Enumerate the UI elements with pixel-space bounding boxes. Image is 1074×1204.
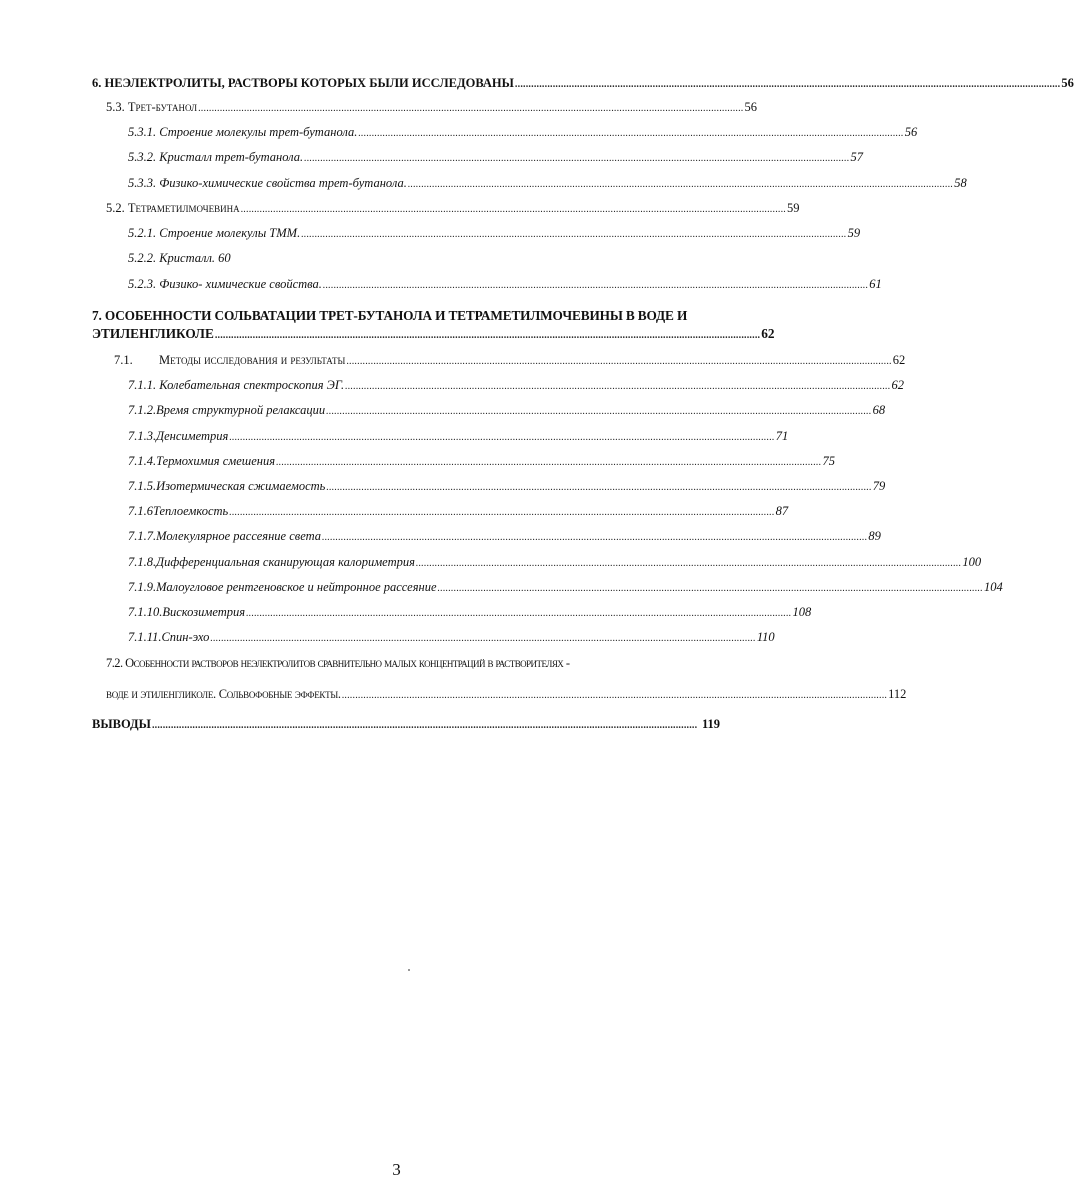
toc-entry-page: 59	[847, 226, 861, 240]
dot-leader: ..........................................................................................................................................................................................................	[198, 103, 744, 114]
dot-leader: ..........................................................................................................................................................................................................	[301, 229, 847, 240]
dot-leader: ..........................................................................................................................................................................................................	[358, 128, 904, 139]
dot-leader: ..........................................................................................................................................................................................................	[407, 179, 954, 190]
dot-leader: ..........................................................................................................................................................................................................	[341, 690, 888, 701]
dot-leader: ..........................................................................................................................................................................................................	[240, 204, 786, 215]
toc-entry-page: 59	[787, 201, 800, 215]
dot-leader: ..........................................................................................................................................................................................................	[210, 633, 756, 644]
toc-entry-title: 5.2.1. Строение молекулы ТММ.	[128, 226, 301, 240]
toc-entry-5-2-2[interactable]	[128, 250, 720, 266]
toc-entry-page: 79	[872, 479, 886, 493]
toc-entry-7-1-8[interactable]	[128, 554, 982, 572]
scan-speck	[408, 969, 410, 971]
toc-entry-5-2-3[interactable]	[128, 276, 882, 294]
dot-leader: ..........................................................................................................................................................................................................	[346, 356, 892, 367]
dot-leader: ..........................................................................................................................................................................................................	[322, 532, 868, 543]
toc-entry-7-1-4[interactable]	[128, 453, 835, 471]
toc-entry-5-3-2[interactable]	[128, 149, 864, 167]
toc-entry-page: 58	[954, 176, 967, 190]
toc-entry-page: 119	[701, 717, 720, 731]
toc-entry-title: 5.2.2. Кристалл. 60	[128, 251, 231, 265]
toc-entry-7-1-6[interactable]	[128, 503, 789, 521]
toc-entry-section-6[interactable]	[92, 75, 1074, 93]
toc-entry-title: 5.3.2. Кристалл трет-бутанола.	[128, 150, 304, 164]
toc-entry-7-1-10[interactable]	[128, 604, 812, 622]
toc-entry-page: 75	[822, 454, 835, 468]
toc-entry-title: Методы исследования и результаты	[159, 353, 346, 367]
toc-entry-line2	[106, 686, 907, 704]
toc-entry-number: 7.1.6	[128, 504, 153, 518]
dot-leader: ..........................................................................................................................................................................................................	[326, 406, 872, 417]
toc-entry-page: 87	[775, 504, 789, 518]
toc-entry-title: Время структурной релаксации	[156, 403, 326, 417]
toc-entry-page: 61	[869, 277, 882, 291]
toc-entry-page: 62	[892, 353, 906, 367]
toc-entry-number: 7.1.11.	[128, 630, 162, 644]
dot-leader: ..........................................................................................................................................................................................................	[345, 381, 891, 392]
toc-entry-conclusions[interactable]	[92, 716, 720, 734]
toc-entry-5-3[interactable]	[106, 99, 758, 117]
toc-entry-line2	[92, 326, 775, 344]
toc-entry-number: 7.1.	[114, 353, 133, 367]
toc-entry-7-1-11[interactable]	[128, 629, 775, 647]
toc-entry-page: 108	[792, 605, 812, 619]
toc-entry-page: 56	[904, 125, 918, 139]
dot-leader: ..........................................................................................................................................................................................................	[304, 153, 850, 164]
dot-leader: ..........................................................................................................................................................................................................	[326, 482, 872, 493]
toc-entry-title: Дифференциальная сканирующая калориметрия	[156, 555, 415, 569]
toc-entry-page: 68	[872, 403, 886, 417]
dot-leader: ..........................................................................................................................................................................................................	[276, 457, 822, 468]
toc-entry-5-2[interactable]	[106, 200, 800, 218]
toc-entry-number: 7.1.10.	[128, 605, 163, 619]
toc-entry-title: 5.3.1. Строение молекулы трет-бутанола.	[128, 125, 358, 139]
toc-entry-page: 89	[868, 529, 881, 543]
dot-leader: ..........................................................................................................................................................................................................	[514, 79, 1061, 90]
toc-entry-5-3-1[interactable]	[128, 124, 918, 142]
toc-entry-title: Термохимия смешения	[156, 454, 276, 468]
page-number: 3	[392, 1160, 401, 1179]
toc-entry-page: 62	[761, 326, 775, 341]
toc-entry-number: 7.1.2.	[128, 403, 157, 417]
toc-entry-title-line2: воде и этиленгликоле. Сольвофобные эффекты.	[106, 687, 341, 701]
toc-entry-number: 7.1.4.	[128, 454, 157, 468]
toc-entry-page: 56	[744, 100, 758, 114]
toc-entry-title: 5.3.3. Физико-химические свойства трет-бутанола.	[128, 176, 407, 190]
toc-entry-title: 5.2. Тетраметилмочевина	[106, 201, 240, 215]
toc-entry-page: 56	[1061, 76, 1074, 90]
toc-entry-7-1-2[interactable]	[128, 402, 886, 420]
toc-entry-page: 112	[888, 687, 907, 701]
toc-entry-title: Спин-эхо	[161, 630, 210, 644]
toc-entry-5-3-3[interactable]	[128, 175, 967, 193]
toc-entry-7-1[interactable]	[114, 352, 906, 370]
toc-entry-7-2[interactable]	[106, 655, 907, 701]
toc-entry-title: Теплоемкость	[153, 504, 229, 518]
toc-entry-7-1-7[interactable]	[128, 528, 881, 546]
toc-entry-number: 7.1.5.	[128, 479, 157, 493]
toc-entry-7-1-5[interactable]	[128, 478, 886, 496]
toc-entry-page: 71	[775, 429, 789, 443]
toc-entry-title-line2: ЭТИЛЕНГЛИКОЛЕ	[92, 326, 214, 341]
toc-entry-title: Изотермическая сжимаемость	[156, 479, 326, 493]
toc-entry-page: 57	[850, 150, 864, 164]
toc-entry-title-line1: 7. ОСОБЕННОСТИ СОЛЬВАТАЦИИ ТРЕТ-БУТАНОЛА И ТЕТРАМЕТИЛМОЧЕВИНЫ В ВОДЕ И	[92, 308, 688, 323]
dot-leader: ..........................................................................................................................................................................................................	[214, 330, 761, 341]
toc-entry-number: 7.1.3.	[128, 429, 157, 443]
toc-entry-page: 104	[983, 580, 1003, 594]
toc-entry-7-1-3[interactable]	[128, 428, 789, 446]
toc-entry-title: 5.2.3. Физико- химические свойства.	[128, 277, 322, 291]
toc-entry-title: ВЫВОДЫ	[92, 717, 151, 731]
toc-entry-title: Малоугловое рентгеновское и нейтронное рассеяние	[156, 580, 437, 594]
toc-entry-title-line1: 7.2. Особенности растворов неэлектролитов сравнительно малых концентраций в растворителях -	[106, 656, 570, 670]
toc-entry-page: 62	[891, 378, 905, 392]
toc-entry-page: 110	[756, 630, 775, 644]
toc-entry-title: Молекулярное рассеяние света	[156, 529, 322, 543]
toc-entry-title: 5.3. Трет-бутанол	[106, 100, 198, 114]
toc-entry-title: Вискозиметрия	[162, 605, 246, 619]
dot-leader: ..........................................................................................................................................................................................................	[246, 608, 792, 619]
toc-entry-number: 7.1.9.	[128, 580, 157, 594]
toc-entry-section-7[interactable]	[92, 308, 775, 342]
toc-entry-page: 100	[962, 555, 982, 569]
dot-leader: ..........................................................................................................................................................................................................	[229, 432, 775, 443]
dot-leader: ..........................................................................................................................................................................................................	[151, 720, 698, 731]
toc-entry-title: 7.1.1. Колебательная спектроскопия ЭГ.	[128, 378, 345, 392]
toc-entry-7-1-1[interactable]	[128, 377, 905, 395]
dot-leader: ..........................................................................................................................................................................................................	[415, 558, 962, 569]
toc-entry-title: 6. НЕЭЛЕКТРОЛИТЫ, РАСТВОРЫ КОТОРЫХ БЫЛИ ИССЛЕДОВАНЫ	[92, 76, 514, 90]
toc-entry-number: 7.1.7.	[128, 529, 157, 543]
toc-entry-title: Денсиметрия	[156, 429, 229, 443]
dot-leader: ..........................................................................................................................................................................................................	[322, 280, 869, 291]
toc-entry-7-1-9[interactable]	[128, 579, 1003, 597]
toc-entry-5-2-1[interactable]	[128, 225, 861, 243]
dot-leader: ..........................................................................................................................................................................................................	[437, 583, 983, 594]
toc-entry-number: 7.1.8.	[128, 555, 157, 569]
dot-leader: ..........................................................................................................................................................................................................	[229, 507, 775, 518]
